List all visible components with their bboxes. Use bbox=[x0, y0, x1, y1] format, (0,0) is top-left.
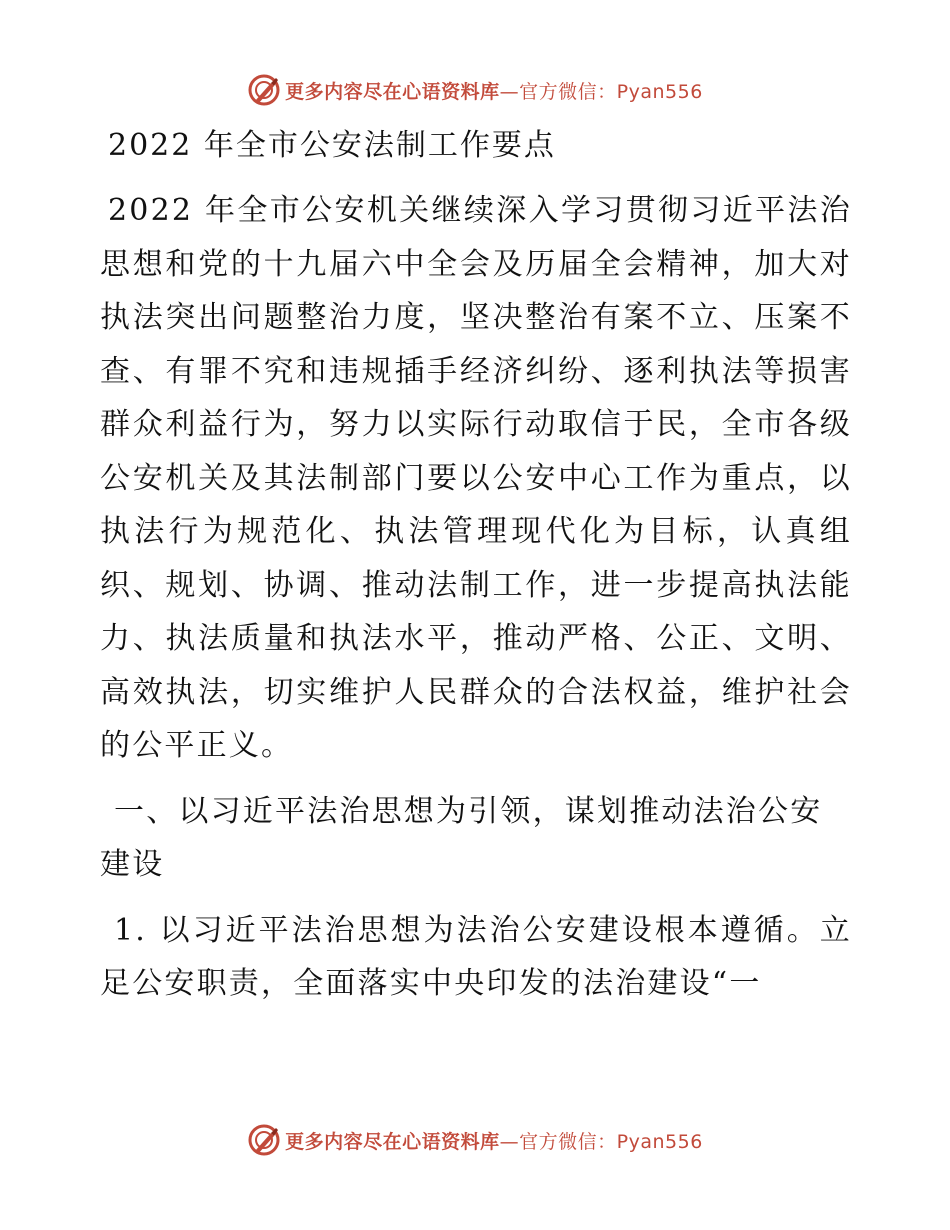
watermark-text bbox=[285, 77, 703, 104]
watermark-header bbox=[0, 70, 950, 110]
watermark-dash: — bbox=[499, 80, 520, 103]
watermark-footer bbox=[0, 1120, 950, 1160]
document-title: 2022 年全市公安法制工作要点 bbox=[108, 128, 556, 163]
watermark-dash: — bbox=[499, 1130, 520, 1153]
pen-logo-icon bbox=[247, 1123, 281, 1157]
watermark-sub: 官方微信：Pyan556 bbox=[519, 1130, 703, 1153]
watermark-main: 更多内容尽在心语资料库 bbox=[285, 1130, 500, 1153]
watermark-text bbox=[285, 1127, 703, 1154]
section-1-heading: 一、以习近平法治思想为引领，谋划推动法治公安建设 bbox=[100, 793, 823, 882]
intro-paragraph: 2022 年全市公安机关继续深入学习贯彻习近平法治思想和党的十九届六中全会及历届全会精神，加大对执法突出问题整治力度，坚决整治有案不立、压案不查、有罪不究和违规插手经济纠纷、逐利执法等损害群众利益行为，努力以实际行动取信于民，全市各级公安机关及其法制部门要以公安中心工作为重点，以执法行为规范化、执法管理现代化为目标，认真组织、规划、协调、推动法制工作，进一步提高执法能力、执法质量和执法水平，推动严格、公正、文明、高效执法，切实维护人民群众的合法权益，维护社会的公平正义。 bbox=[100, 193, 852, 763]
document-body bbox=[100, 118, 852, 1011]
watermark-sub: 官方微信：Pyan556 bbox=[519, 80, 703, 103]
item-1-paragraph: 1. 以习近平法治思想为法治公安建设根本遵循。立足公安职责，全面落实中央印发的法治建设“一 bbox=[100, 912, 852, 1001]
pen-logo-icon bbox=[247, 73, 281, 107]
watermark-main: 更多内容尽在心语资料库 bbox=[285, 80, 500, 103]
